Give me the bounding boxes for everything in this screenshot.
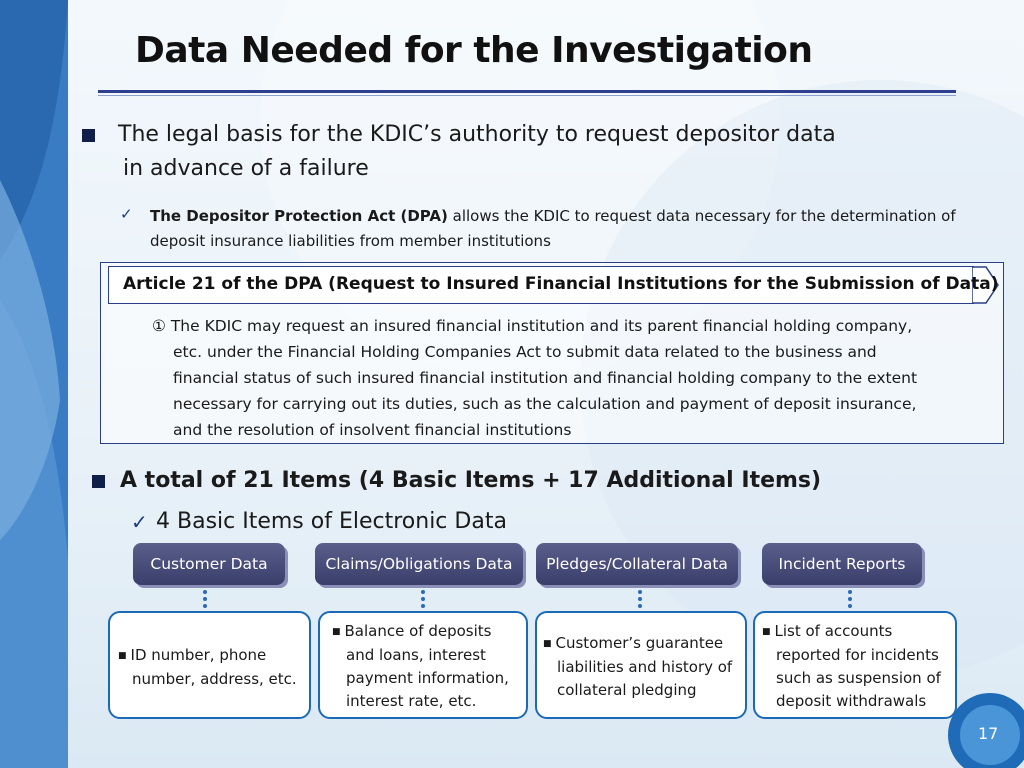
title-rule <box>98 90 956 93</box>
check-icon: ✓ <box>120 205 133 223</box>
bullet-icon: ■ <box>543 639 552 649</box>
dpa-sub-bullet-line2: deposit insurance liabilities from member institutions <box>150 232 551 250</box>
article-title: Article 21 of the DPA (Request to Insured Financial Institutions for the Submission of Data) <box>123 274 999 294</box>
card-line: reported for incidents <box>776 646 939 664</box>
bullet-icon: ■ <box>762 627 771 637</box>
bullet-icon: ■ <box>332 627 341 637</box>
bullet-legal-basis-line2: in advance of a failure <box>123 156 369 181</box>
connector-dots <box>421 590 429 608</box>
pill-claims-obligations-data: Claims/Obligations Data <box>315 543 523 585</box>
card-line: deposit withdrawals <box>776 692 927 710</box>
basic-items-heading: 4 Basic Items of Electronic Data <box>156 509 507 534</box>
card-text <box>543 632 732 702</box>
article-body <box>152 313 917 443</box>
bullet-total-items: A total of 21 Items (4 Basic Items + 17 Additional Items) <box>120 468 822 493</box>
article-line: necessary for carrying out its duties, such as the calculation and payment of deposit insurance, <box>173 395 917 413</box>
card-line: such as suspension of <box>776 669 941 687</box>
article-line: and the resolution of insolvent financial institutions <box>173 421 572 439</box>
dpa-sub-bullet-line1 <box>150 204 956 229</box>
article-line: financial status of such insured financial institution and financial holding company to the extent <box>173 369 918 387</box>
connector-dots <box>638 590 646 608</box>
square-bullet-icon <box>82 129 95 142</box>
card-text <box>332 620 509 713</box>
bullet-legal-basis-line1: The legal basis for the KDIC’s authority to request depositor data <box>118 122 836 147</box>
pill-pledges-collateral-data: Pledges/Collateral Data <box>536 543 738 585</box>
article-line: etc. under the Financial Holding Companies Act to submit data related to the business and <box>173 343 877 361</box>
card-line: Customer’s guarantee <box>555 634 724 652</box>
pill-incident-reports: Incident Reports <box>762 543 922 585</box>
dpa-name: The Depositor Protection Act (DPA) <box>150 207 448 225</box>
dpa-description: allows the KDIC to request data necessary for the determination of <box>447 207 956 225</box>
card-text <box>762 620 941 713</box>
article-line: ① The KDIC may request an insured financial institution and its parent financial holding company, <box>152 317 913 335</box>
card-text <box>118 644 297 691</box>
card-line: interest rate, etc. <box>346 692 477 710</box>
card-line: number, address, etc. <box>132 670 297 688</box>
card-line: liabilities and history of <box>557 658 733 676</box>
slide-title: Data Needed for the Investigation <box>135 30 813 71</box>
card-line: and loans, interest <box>346 646 486 664</box>
check-icon: ✓ <box>131 510 148 534</box>
connector-dots <box>203 590 211 608</box>
card-line: ID number, phone <box>130 646 267 664</box>
page-number: 17 <box>978 724 999 743</box>
card-line: payment information, <box>346 669 509 687</box>
card-line: Balance of deposits <box>344 622 492 640</box>
card-line: collateral pledging <box>557 681 697 699</box>
title-rule-thin <box>98 95 956 96</box>
square-bullet-icon <box>92 475 105 488</box>
card-line: List of accounts <box>774 622 893 640</box>
pill-customer-data: Customer Data <box>133 543 285 585</box>
connector-dots <box>848 590 856 608</box>
bullet-icon: ■ <box>118 651 127 661</box>
